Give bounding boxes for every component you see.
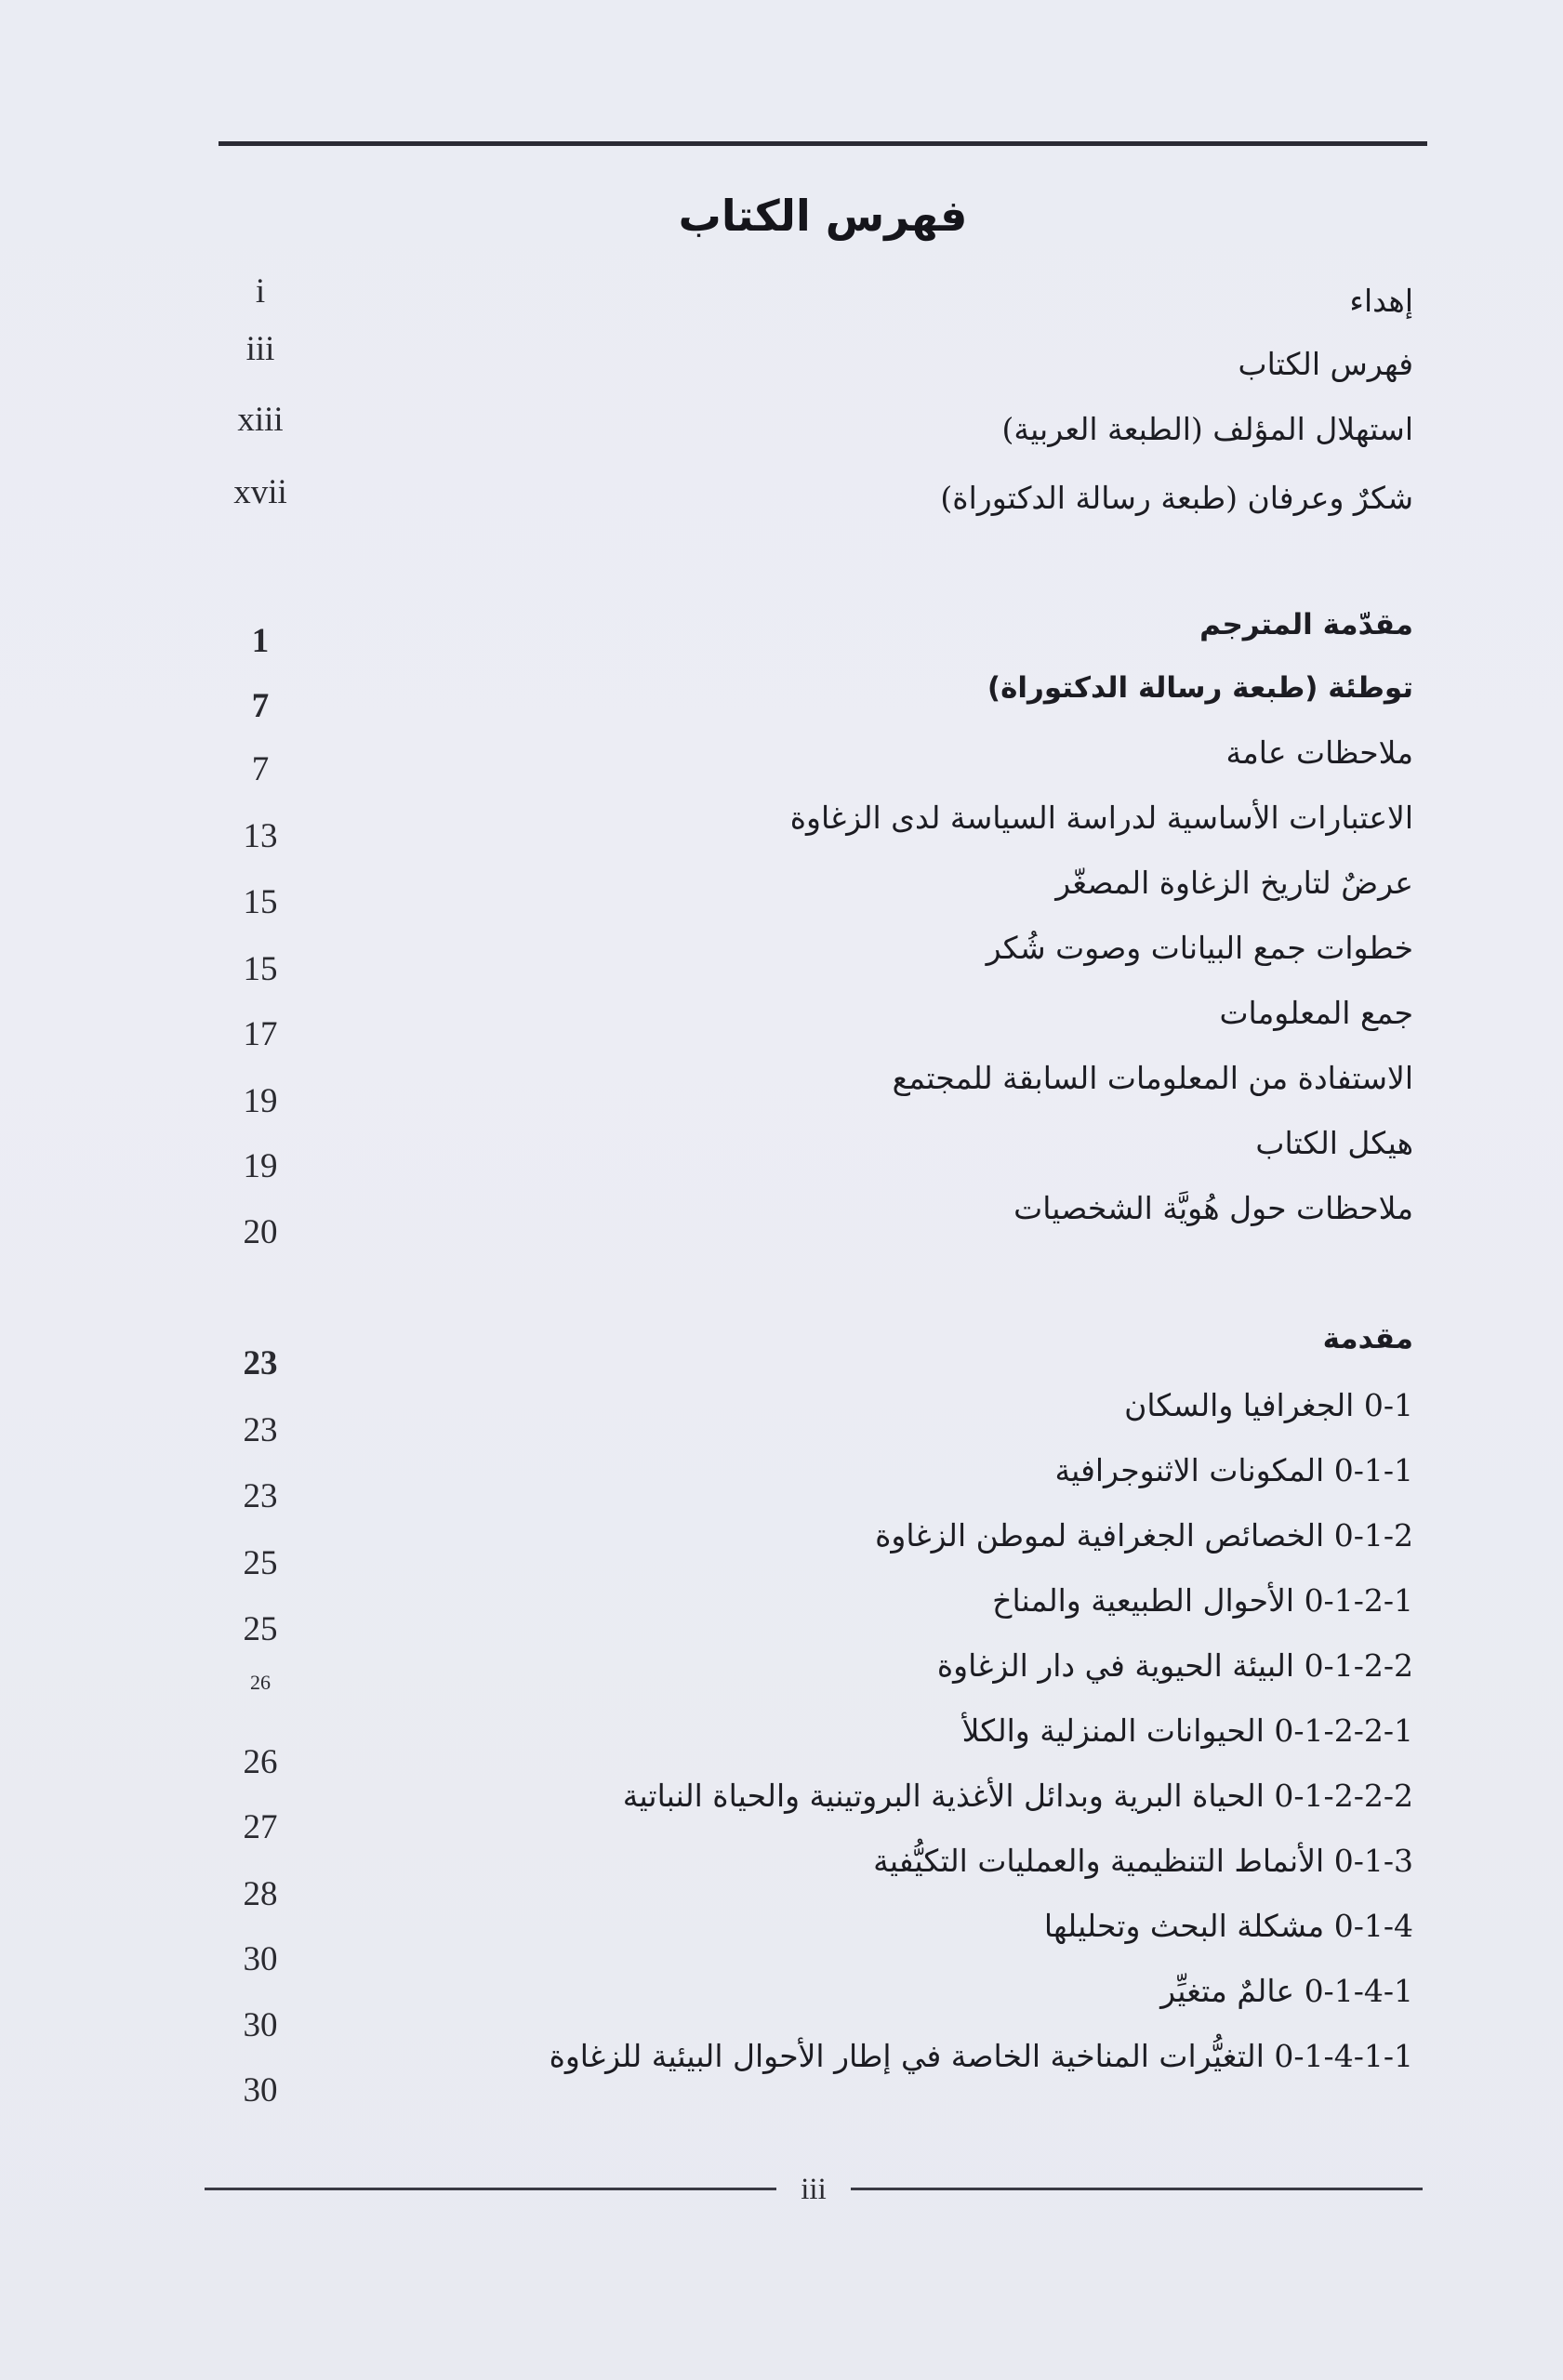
toc-row: [214, 597, 1413, 660]
toc-row: [214, 725, 1413, 788]
toc-entry-label: ملاحظات عامة: [1225, 734, 1413, 771]
toc-row: [214, 402, 1413, 457]
toc-entry-label: عرضٌ لتاريخ الزغاوة المصغّر: [1055, 865, 1413, 901]
toc-entry-label: توطئة (طبعة رسالة الدكتوراة): [987, 671, 1413, 705]
toc-entry-label: 0-1-4 مشكلة البحث وتحليلها: [1043, 1908, 1413, 1944]
toc-row: [214, 330, 1413, 392]
footer-rule-right: [851, 2188, 1423, 2190]
toc-entry-label: الاعتبارات الأساسية لدراسة السياسة لدى الزغاوة: [789, 800, 1413, 836]
toc-entry-label: 0-1-2-2 البيئة الحيوية في دار الزغاوة: [936, 1647, 1413, 1684]
toc-entry-label: 0-1-4-1 عالمٌ متغيِّر: [1160, 1973, 1413, 2009]
toc-entry-page: 28: [243, 1875, 278, 1913]
toc-entry-page: 15: [243, 883, 278, 921]
toc-entry-page: 27: [243, 1808, 278, 1846]
toc-entry-label: جمع المعلومات: [1219, 995, 1413, 1031]
toc-entry-page: 30: [243, 2006, 278, 2044]
toc-entry-page: 19: [243, 1082, 278, 1120]
toc-entry-label: مقدمة: [1322, 1322, 1413, 1355]
toc-row: [214, 2029, 1413, 2109]
toc-row: [214, 1378, 1413, 1449]
toc-entry-page: 20: [243, 1213, 278, 1251]
toc-entry-label: ملاحظات حول هُويَّة الشخصيات: [1013, 1190, 1413, 1226]
toc-entry-page: xvii: [233, 473, 287, 511]
toc-entry-page: 1: [251, 622, 270, 660]
toc-entry-label: 0-1-4-1-1 التغيُّرات المناخية الخاصة في إطار الأحوال البيئية للزغاوة: [549, 2038, 1413, 2074]
toc-row: [214, 470, 1413, 526]
toc-row: [214, 1833, 1413, 1913]
toc-entry-label: 0-1-2-1 الأحوال الطبيعية والمناخ: [992, 1582, 1413, 1619]
toc-entry-page: 15: [243, 950, 278, 988]
toc-row: [214, 1768, 1413, 1846]
toc-entry-label: 0-1-3 الأنماط التنظيمية والعمليات التكيُّفية: [873, 1843, 1413, 1879]
toc-entry-page: iii: [245, 330, 275, 368]
toc-row: [214, 1703, 1413, 1781]
toc-row: [214, 1443, 1413, 1515]
toc-entry-page: 17: [243, 1015, 278, 1053]
toc-row: [214, 660, 1413, 725]
page-title: فهرس الكتاب: [678, 191, 968, 241]
toc-entry-page: i: [255, 272, 266, 311]
toc-row: [214, 1638, 1413, 1694]
toc-row: [214, 1311, 1413, 1382]
toc-entry-page: 30: [243, 1940, 278, 1978]
top-rule: [219, 141, 1427, 146]
toc-row: [214, 1573, 1413, 1648]
toc-entry-page: 23: [243, 1411, 278, 1449]
toc-entry-label: استهلال المؤلف (الطبعة العربية): [1001, 411, 1413, 447]
toc-entry-page: 25: [243, 1610, 278, 1648]
toc-entry-label: 0-1 الجغرافيا والسكان: [1124, 1387, 1413, 1423]
toc-row: [214, 1964, 1413, 2044]
toc-entry-page: 23: [243, 1477, 278, 1515]
toc-entry-label: 0-1-2-2-2 الحياة البرية وبدائل الأغذية البروتينية والحياة النباتية: [622, 1778, 1413, 1814]
toc-entry-page: 19: [243, 1147, 278, 1185]
toc-entry-label: خطوات جمع البيانات وصوت شُكر: [986, 930, 1413, 966]
footer-rule-left: [205, 2188, 776, 2190]
toc-entry-page: 7: [251, 687, 270, 725]
toc-row: [214, 1898, 1413, 1978]
toc-row: [214, 272, 1413, 335]
toc-entry-page: 23: [243, 1344, 278, 1382]
toc-row: [214, 855, 1413, 921]
toc-row: [214, 920, 1413, 988]
toc-entry-label: إهداء: [1349, 283, 1413, 319]
toc-entry-label: 0-1-2-2-1 الحيوانات المنزلية والكلأ: [961, 1712, 1413, 1749]
toc-row: [214, 1508, 1413, 1582]
toc-row: [214, 1181, 1413, 1251]
toc-entry-page: 30: [243, 2071, 278, 2109]
toc-row: [214, 985, 1413, 1053]
page-footer: [205, 2166, 1423, 2213]
toc-entry-page: 13: [243, 817, 278, 855]
toc-entry-page: 26: [250, 1671, 271, 1694]
toc-entry-label: 0-1-1 المكونات الاثنوجرافية: [1054, 1452, 1413, 1488]
toc-row: [214, 790, 1413, 855]
toc-entry-page: 26: [243, 1743, 278, 1781]
toc-entry-label: 0-1-2 الخصائص الجغرافية لموطن الزغاوة: [875, 1517, 1413, 1554]
toc-entry-label: الاستفادة من المعلومات السابقة للمجتمع: [892, 1060, 1413, 1096]
toc-row: [214, 1116, 1413, 1185]
toc-entry-page: xiii: [237, 401, 284, 439]
toc-entry-label: شكرٌ وعرفان (طبعة رسالة الدكتوراة): [940, 480, 1413, 516]
toc-entry-page: 25: [243, 1544, 278, 1582]
toc-row: [214, 1051, 1413, 1120]
toc-entry-label: هيكل الكتاب: [1255, 1125, 1413, 1161]
toc-entry-page: 7: [251, 750, 270, 788]
toc-entry-label: مقدّمة المترجم: [1199, 608, 1413, 641]
page-number: iii: [801, 2173, 827, 2206]
toc-entry-label: فهرس الكتاب: [1238, 346, 1413, 382]
